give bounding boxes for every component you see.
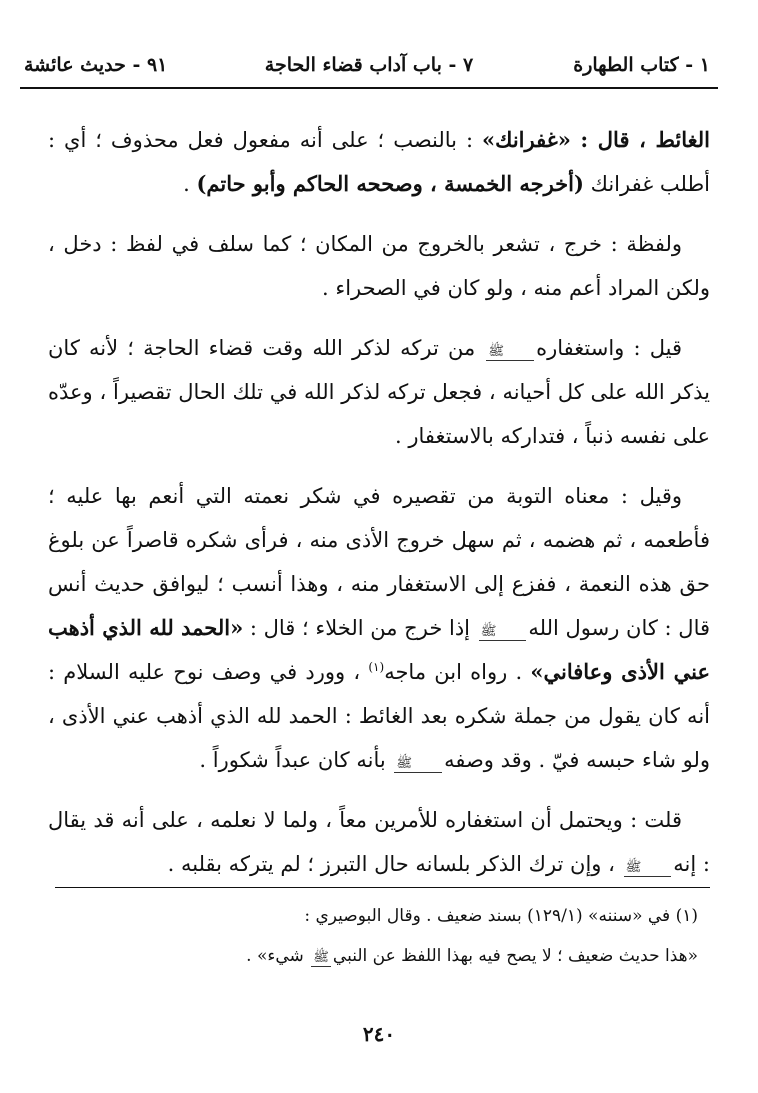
quoted-phrase: الغائط ، قال : «غفرانك» <box>482 127 710 152</box>
header-divider <box>20 87 718 89</box>
paragraph-3 <box>48 326 710 458</box>
paragraph-text: قلت : ويحتمل أن استغفاره للأمرين معاً ، ولما لا نعلمه ، على أنه قد يقال : إنه <box>48 808 710 876</box>
footnote-1-continued <box>48 936 698 976</box>
paragraph-text: ، وورد في وصف نوح عليه السلام : أنه كان يقول من جملة شكره بعد الغائط : الحمد لله الذي أذهب عني الأذى ، ولو شاء حبسه فيّ . وقد وصفه <box>48 660 710 772</box>
hadith-quote: «الحمد لله الذي أذهب عني الأذى وعافاني» <box>48 615 710 684</box>
paragraph-text: إذا خرج من الخلاء ؛ قال : <box>243 616 477 640</box>
salawat-symbol: ﷺ <box>624 860 672 877</box>
salawat-symbol: ﷺ <box>486 344 534 361</box>
salawat-symbol: ﷺ <box>394 756 442 773</box>
footnote-text: «هذا حديث ضعيف ؛ لا يصح فيه بهذا اللفظ عن النبي <box>332 946 698 966</box>
paragraph-text: من تركه لذكر الله وقت قضاء الحاجة ؛ لأنه كان يذكر الله على كل أحيانه ، فجعل تركه لذكر الله في تلك الحال تقصيراً ، وعدّه على نفسه ذنباً ، فتداركه بالاستغفار . <box>48 336 710 448</box>
salawat-symbol: ﷺ <box>479 624 527 641</box>
page-number: ٢٤٠ <box>362 1022 396 1046</box>
takhrij-note: (أخرجه الخمسة ، وصححه الحاكم وأبو حاتم) <box>196 171 584 196</box>
paragraph-text: . رواه ابن ماجه <box>384 660 531 684</box>
paragraph-text: : بالنصب ؛ على أنه مفعول فعل محذوف ؛ أي : أطلب غفرانك <box>48 128 710 196</box>
paragraph-text: ولفظة : خرج ، تشعر بالخروج من المكان ؛ كما سلف في لفظ : دخل ، ولكن المراد أعم منه ، ولو كان في الصحراء . <box>48 232 710 300</box>
header-chapter-title: ٧ - باب آداب قضاء الحاجة <box>264 54 474 76</box>
paragraph-text: بأنه كان عبداً شكوراً . <box>199 748 393 772</box>
paragraph-text: وقيل : معناه التوبة من تقصيره في شكر نعمته التي أنعم بها عليه ؛ فأطعمه ، ثم هضمه ، ثم سهل خروج الأذى منه ، فرأى شكره قاصراً عن بلوغ حق هذه النعمة ، ففزع إلى الاستغفار منه ، وهذا أنسب ؛ ليوافق حديث أنس قال : كان رسول الله <box>48 484 711 640</box>
salawat-symbol: ﷺ <box>313 950 329 965</box>
footnote-reference: (١) <box>368 660 385 674</box>
header-book-title: ١ - كتاب الطهارة <box>573 54 710 76</box>
footnote-text: شيء» . <box>246 946 310 966</box>
paragraph-text: قيل : واستغفاره <box>536 336 682 360</box>
footnote-text: (١) في «سننه» (١٢٩/١) بسند ضعيف . وقال البوصيري : <box>304 906 698 926</box>
footnote-divider <box>55 887 710 888</box>
paragraph-text: ، وإن ترك الذكر بلسانه حال التبرز ؛ لم يتركه بقلبه . <box>167 852 622 876</box>
paragraph-5 <box>48 798 710 886</box>
running-header <box>20 50 718 84</box>
footnotes <box>48 896 698 976</box>
paragraph-1 <box>48 118 710 206</box>
main-text <box>48 118 710 902</box>
paragraph-text: . <box>183 172 197 196</box>
paragraph-4 <box>48 474 710 782</box>
footnote-1 <box>48 896 698 936</box>
header-hadith-title: ٩١ - حديث عائشة <box>24 54 168 76</box>
paragraph-2 <box>48 222 710 310</box>
